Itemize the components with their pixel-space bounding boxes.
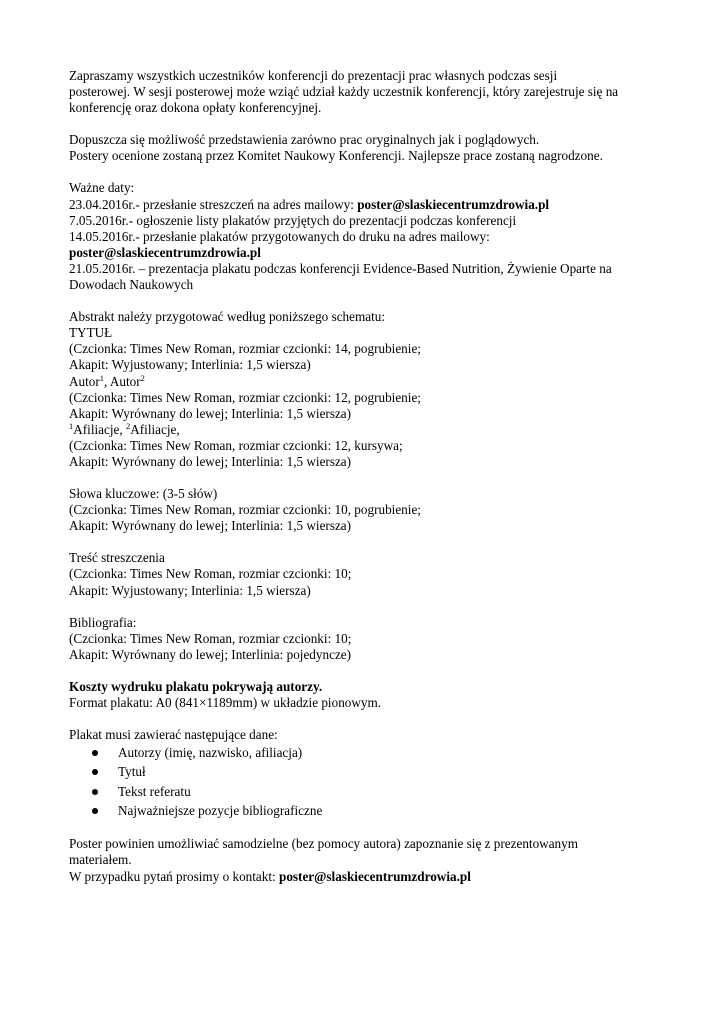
closing-line: Poster powinien umożliwiać samodzielne (bez pomocy autora) zapoznanie się z prezentowanym [69,836,578,852]
intro-paragraph [69,68,669,116]
date-text: 23.04.2016r.- przesłanie streszczeń na adres mailowy: [69,196,358,212]
keywords-section [69,486,669,534]
date-item: Dowodach Naukowych [69,277,194,293]
date-item: 7.05.2016r.- ogłoszenie listy plakatów przyjętych do prezentacji podczas konferencji [69,212,517,228]
format-spec: Akapit: Wyrównany do lewej; Interlinia: pojedyncze) [69,646,352,662]
format-spec: (Czcionka: Times New Roman, rozmiar czcionki: 12, kursywa; [69,437,403,453]
poster-format: Format plakatu: A0 (841×1189mm) w układzie pionowym. [69,695,382,710]
intro-line: posterowej. W sesji posterowej może wziąć udział każdy uczestnik konferencji, który zarejestruje się na [69,84,619,100]
document-body [69,68,669,885]
acceptance-line: Postery ocenione zostaną przez Komitet Naukowy Konferencji. Najlepsze prace zostaną nagrodzone. [69,148,603,164]
date-item: 14.05.2016r.- przesłanie plakatów przygotowanych do druku na adres mailowy: [69,228,490,244]
format-spec: Akapit: Wyrównany do lewej; Interlinia: 1,5 wiersza) [69,405,352,421]
intro-line: Zapraszamy wszystkich uczestników konferencji do prezentacji prac własnych podczas sesji [69,68,558,83]
bullet-icon [92,789,98,795]
affiliation-label: $^1$Afiliacje, $^2$Afiliacje, [69,420,180,437]
bibliography-label: Bibliografia: [69,614,137,630]
list-item: Tytuł [69,762,669,781]
abstract-template [69,309,669,470]
acceptance-paragraph [69,132,669,164]
date-item: 21.05.2016r. – prezentacja plakatu podczas konferencji Evidence-Based Nutrition, Żywienie Oparte na [69,260,612,276]
format-spec: Akapit: Wyjustowany; Interlinia: 1,5 wiersza) [69,357,311,373]
title-label: TYTUŁ [69,325,113,341]
list-item: Najważniejsze pozycje bibliograficzne [69,801,669,820]
format-spec: (Czcionka: Times New Roman, rozmiar czcionki: 12, pogrubienie; [69,389,421,405]
important-dates [69,180,669,293]
email-link[interactable]: poster@slaskiecentrumzdrowia.pl [357,196,550,212]
list-item: Tekst referatu [69,782,669,801]
email-link[interactable]: poster@slaskiecentrumzdrowia.pl [69,244,261,260]
acceptance-line: Dopuszcza się możliwość przedstawienia zarówno prac oryginalnych jak i poglądowych. [69,132,540,148]
format-spec: (Czcionka: Times New Roman, rozmiar czcionki: 10, pogrubienie; [69,502,421,518]
closing-section [69,836,669,884]
keywords-label: Słowa kluczowe: (3-5 słów) [69,486,218,502]
format-spec: (Czcionka: Times New Roman, rozmiar czcionki: 14, pogrubienie; [69,341,421,357]
list-item: Autorzy (imię, nazwisko, afiliacja) [69,743,669,762]
poster-contents-section [69,727,669,820]
date-item [69,197,669,213]
contact-line: W przypadku pytań prosimy o kontakt: poster@slaskiecentrumzdrowia.pl [69,868,471,884]
closing-line: materiałem. [69,852,132,868]
intro-line: konferencję oraz dokona opłaty konferencyjnej. [69,100,322,116]
poster-contents-list [69,743,669,820]
format-spec: (Czcionka: Times New Roman, rozmiar czcionki: 10; [69,630,352,646]
costs-notice: Koszty wydruku plakatu pokrywają autorzy. [69,678,323,694]
bullet-icon [92,808,98,814]
format-spec: Akapit: Wyrównany do lewej; Interlinia: 1,5 wiersza) [69,518,352,534]
content-label: Treść streszczenia [69,550,165,566]
abstract-intro: Abstrakt należy przygotować według poniższego schematu: [69,309,386,325]
author-label: Autor$^1$, Autor$^2$ [69,372,145,389]
costs-section [69,679,669,711]
bullet-icon [92,750,98,756]
bullet-icon [92,769,98,775]
poster-contents-heading: Plakat musi zawierać następujące dane: [69,727,278,743]
bibliography-section [69,615,669,663]
content-section [69,550,669,598]
format-spec: (Czcionka: Times New Roman, rozmiar czcionki: 10; [69,566,352,582]
format-spec: Akapit: Wyjustowany; Interlinia: 1,5 wiersza) [69,582,311,598]
email-link[interactable]: poster@slaskiecentrumzdrowia.pl [279,868,471,884]
format-spec: Akapit: Wyrównany do lewej; Interlinia: 1,5 wiersza) [69,453,352,469]
dates-heading: Ważne daty: [69,180,135,196]
